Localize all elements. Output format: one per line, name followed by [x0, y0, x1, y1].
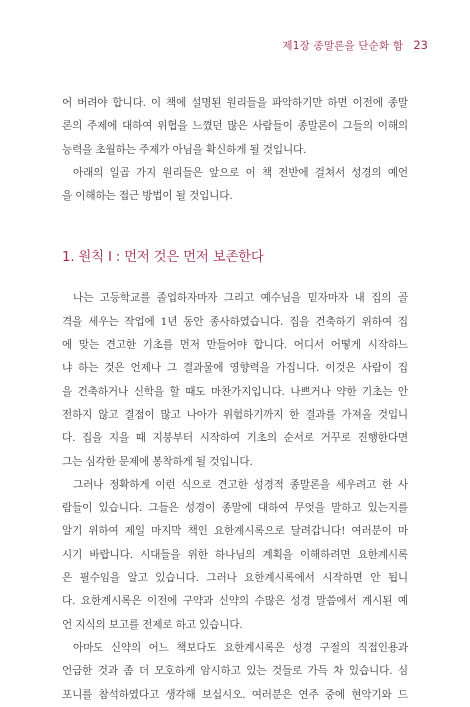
text-line: 능력을 초월하는 주제가 아님을 확신하게 될 것입니다. — [62, 143, 307, 156]
page-body — [62, 92, 408, 707]
text-line: 알기 위하여 제일 마지막 책인 요한계시록으로 달려갑니다! 여러분이 마 — [62, 525, 408, 538]
text-line: 을 이해하는 접근 방법이 될 것입니다. — [62, 190, 233, 203]
text-line: 언급한 것과 좀 더 모호하게 암시하고 있는 것들로 가득 차 있습니다. 심 — [62, 665, 408, 678]
intro-paragraph-1 — [62, 92, 408, 162]
text-line: 다. 요한계시록은 이전에 구약과 신약의 수많은 성경 말씀에서 계시된 예 — [62, 595, 408, 608]
text-line: 언 지식의 보고를 전제로 하고 있습니다. — [62, 618, 243, 631]
running-header — [282, 38, 428, 56]
chapter-title: 제1장 종말론을 단순화 함 — [282, 40, 404, 52]
text-line: 아마도 신약의 어느 책보다도 요한계시록은 성경 구절의 직접인용과 — [73, 641, 408, 654]
text-line: 을 건축하거나 신학을 할 때도 마찬가지입니다. 나쁘거나 약한 기초는 안 — [62, 385, 408, 398]
text-line: 다. 집을 지을 때 지붕부터 시작하여 기초의 순서로 거꾸로 진행한다면 — [62, 432, 408, 445]
text-line: 람들이 있습니다. 그들은 성경이 종말에 대하여 무엇을 말하고 있는지를 — [62, 502, 408, 515]
text-line: 냐 하는 것은 언제나 그 결과물에 영향력을 가집니다. 이것은 사람이 집 — [62, 362, 408, 375]
body-paragraph-3 — [62, 637, 408, 707]
text-line: 론의 주제에 대하여 위협을 느꼈던 많은 사람들이 종말론이 그들의 이해의 — [62, 120, 408, 133]
section-heading: 1. 원칙 I : 먼저 것은 먼저 보존한다 — [62, 250, 264, 266]
text-line: 시기 바랍니다. 시대들을 위한 하나님의 계획을 이해하려면 요한계시록 — [62, 548, 408, 561]
body-paragraph-2 — [62, 474, 408, 637]
page-number: 23 — [413, 38, 428, 52]
intro-paragraph-2 — [62, 162, 408, 209]
text-line: 그러나 정확하게 이런 식으로 견고한 성경적 종말론을 세우려고 한 사 — [73, 478, 408, 491]
text-line: 에 맞는 견고한 기초를 먼저 만들어야 합니다. 어디서 어떻게 시작하느 — [62, 339, 408, 352]
text-line: 어 버려야 합니다. 이 책에 설명된 원리들을 파악하기만 하면 이전에 종말 — [62, 97, 408, 109]
text-line: 은 필수임을 알고 있습니다. 그러나 요한계시록에서 시작하면 안 됩니 — [62, 572, 408, 585]
text-line: 전하지 않고 결점이 많고 나아가 위험하기까지 한 결과를 가져올 것입니 — [62, 408, 408, 421]
text-line: 아래의 일곱 가지 원리들은 앞으로 이 책 전반에 걸쳐서 성경의 예언 — [73, 166, 408, 179]
text-line: 포니를 참석하였다고 생각해 보십시오. 여러분은 연주 중에 현악기와 드 — [62, 688, 408, 701]
text-line: 나는 고등학교를 졸업하자마자 그리고 예수님을 믿자마자 내 집의 골 — [73, 292, 408, 305]
text-line: 격을 세우는 작업에 1년 동안 종사하였습니다. 집을 건축하기 위하여 집 — [62, 315, 408, 328]
body-paragraph-1 — [62, 287, 408, 473]
text-line: 그는 심각한 문제에 봉착하게 될 것입니다. — [62, 455, 253, 468]
